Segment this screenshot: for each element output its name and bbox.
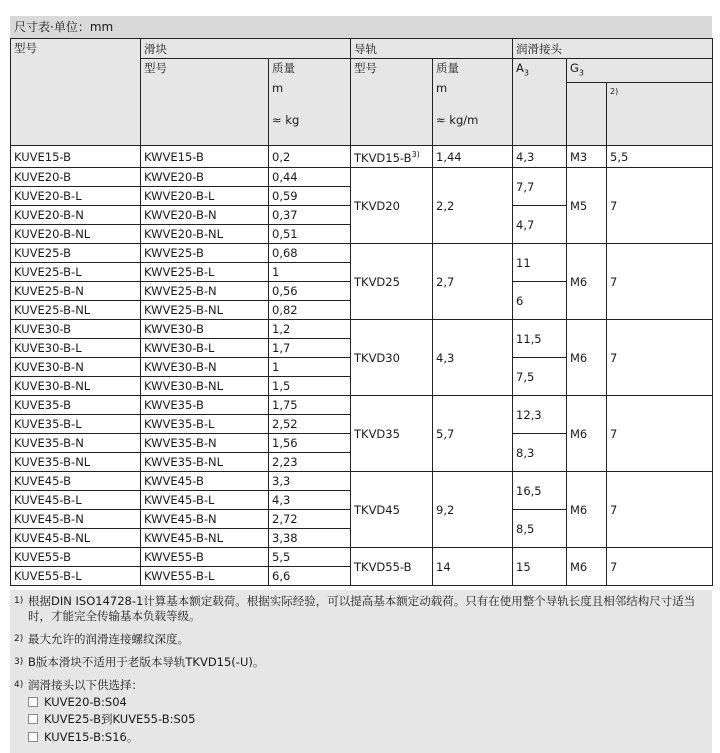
header-rail-model: 型号 xyxy=(351,59,433,146)
cell-block-model: KWVE55-B xyxy=(141,548,269,567)
cell-block-mass: 2,23 xyxy=(269,453,351,472)
cell-block-mass: 0,51 xyxy=(269,225,351,244)
cell-block-mass: 1,75 xyxy=(269,396,351,415)
lube-option-text: KUVE20-B:S04 xyxy=(44,695,127,710)
cell-block-mass: 0,68 xyxy=(269,244,351,263)
cell-block-model: KWVE20-B-NL xyxy=(141,225,269,244)
cell-block-model: KWVE30-B-N xyxy=(141,358,269,377)
header-block-model: 型号 xyxy=(141,59,269,146)
lube-option-text: KUVE25-B到KUVE55-B:S05 xyxy=(44,712,196,727)
cell-model: KUVE25-B-NL xyxy=(11,301,141,320)
cell-block-model: KWVE35-B-N xyxy=(141,434,269,453)
cell-block-mass: 6,6 xyxy=(269,567,351,586)
cell-model: KUVE20-B-N xyxy=(11,206,141,225)
cell-model: KUVE45-B-L xyxy=(11,491,141,510)
table-row xyxy=(11,548,713,567)
cell-rail-model: TKVD20 xyxy=(351,168,433,244)
cell-model: KUVE55-B-L xyxy=(11,567,141,586)
cell-rail-mass: 4,3 xyxy=(433,320,513,396)
cell-block-model: KWVE35-B-L xyxy=(141,415,269,434)
cell-block-mass: 5,5 xyxy=(269,548,351,567)
cell-block-model: KWVE45-B-NL xyxy=(141,529,269,548)
cell-a3: 16,5 xyxy=(513,472,567,510)
cell-block-model: KWVE45-B xyxy=(141,472,269,491)
cell-a3: 4,7 xyxy=(513,206,567,244)
header-g3-thread xyxy=(567,83,607,146)
table-row xyxy=(11,244,713,263)
cell-rail-mass: 2,7 xyxy=(433,244,513,320)
cell-block-mass: 0,59 xyxy=(269,187,351,206)
cell-model: KUVE25-B-N xyxy=(11,282,141,301)
header-a3: $A_3$ xyxy=(513,59,567,146)
cell-block-model: KWVE25-B xyxy=(141,244,269,263)
cell-block-mass: 3,38 xyxy=(269,529,351,548)
cell-model: KUVE35-B-NL xyxy=(11,453,141,472)
table-body xyxy=(11,146,713,586)
square-bullet-icon xyxy=(28,732,38,742)
cell-model: KUVE30-B-N xyxy=(11,358,141,377)
cell-a3: 11 xyxy=(513,244,567,282)
footnote-mark: 1) xyxy=(14,596,24,607)
cell-rail-model: TKVD35 xyxy=(351,396,433,472)
cell-block-model: KWVE20-B-N xyxy=(141,206,269,225)
lube-option xyxy=(28,711,708,727)
cell-block-mass: 2,52 xyxy=(269,415,351,434)
cell-rail-mass: 1,44 xyxy=(433,146,513,168)
cell-g3-depth: 7 xyxy=(607,168,713,244)
table-row xyxy=(11,168,713,187)
header-g3: $G_3$ xyxy=(567,59,713,83)
cell-block-model: KWVE45-B-L xyxy=(141,491,269,510)
footnote-mark: 2) xyxy=(14,634,24,645)
footnote xyxy=(14,655,708,670)
cell-model: KUVE45-B xyxy=(11,472,141,491)
cell-g3-thread: M3 xyxy=(567,146,607,168)
cell-g3-depth: 7 xyxy=(607,472,713,548)
cell-model: KUVE20-B xyxy=(11,168,141,187)
cell-model: KUVE30-B-NL xyxy=(11,377,141,396)
footnote-text: 根据DIN ISO14728-1计算基本额定载荷。根据实际经验，可以提高基本额定动载荷。只有在使用整个导轨长度且相邻结构尺寸适当时，才能完全传输基本负载等级。 xyxy=(28,594,696,624)
cell-g3-thread: M6 xyxy=(567,548,607,586)
cell-g3-depth: 7 xyxy=(607,244,713,320)
footnote-mark: 4) xyxy=(14,680,24,691)
cell-a3: 12,3 xyxy=(513,396,567,434)
lube-option-text: KUVE15-B:S16。 xyxy=(44,730,139,745)
cell-block-mass: 0,37 xyxy=(269,206,351,225)
dimension-table xyxy=(10,38,713,586)
cell-g3-thread: M5 xyxy=(567,168,607,244)
table-row xyxy=(11,320,713,339)
table-row xyxy=(11,472,713,491)
cell-block-model: KWVE30-B-NL xyxy=(141,377,269,396)
cell-block-mass: 0,56 xyxy=(269,282,351,301)
cell-block-mass: 2,72 xyxy=(269,510,351,529)
cell-model: KUVE20-B-L xyxy=(11,187,141,206)
table-row xyxy=(11,146,713,168)
cell-g3-depth: 7 xyxy=(607,320,713,396)
cell-block-mass: 0,2 xyxy=(269,146,351,168)
cell-block-model: KWVE20-B-L xyxy=(141,187,269,206)
cell-model: KUVE35-B xyxy=(11,396,141,415)
cell-g3-thread: M6 xyxy=(567,396,607,472)
cell-a3: 11,5 xyxy=(513,320,567,358)
cell-rail-mass: 5,7 xyxy=(433,396,513,472)
header-lube: 润滑接头 xyxy=(513,39,713,59)
square-bullet-icon xyxy=(28,697,38,707)
cell-rail-mass: 9,2 xyxy=(433,472,513,548)
cell-rail-model: TKVD30 xyxy=(351,320,433,396)
cell-block-mass: 0,82 xyxy=(269,301,351,320)
footnote xyxy=(14,678,708,693)
cell-model: KUVE35-B-L xyxy=(11,415,141,434)
footnote-text: 最大允许的润滑连接螺纹深度。 xyxy=(28,632,189,647)
cell-g3-depth: 7 xyxy=(607,548,713,586)
cell-model: KUVE35-B-N xyxy=(11,434,141,453)
table-caption: 尺寸表·单位：mm xyxy=(10,16,712,38)
footnote xyxy=(14,632,708,647)
cell-g3-depth: 7 xyxy=(607,396,713,472)
cell-block-mass: 4,3 xyxy=(269,491,351,510)
cell-model: KUVE55-B xyxy=(11,548,141,567)
cell-block-model: KWVE30-B xyxy=(141,320,269,339)
footnote-text: B版本滑块不适用于老版本导轨TKVD15(-U)。 xyxy=(28,655,265,670)
cell-rail-model: TKVD25 xyxy=(351,244,433,320)
cell-model: KUVE25-B-L xyxy=(11,263,141,282)
header-rail-mass: 质量 m ≈ kg/m xyxy=(433,59,513,146)
header-rail: 导轨 xyxy=(351,39,513,59)
cell-g3-thread: M6 xyxy=(567,244,607,320)
cell-model: KUVE25-B xyxy=(11,244,141,263)
cell-model: KUVE20-B-NL xyxy=(11,225,141,244)
cell-a3: 7,7 xyxy=(513,168,567,206)
cell-g3-thread: M6 xyxy=(567,472,607,548)
footnote-text: 润滑接头以下供选择： xyxy=(28,678,143,693)
cell-block-mass: 1,2 xyxy=(269,320,351,339)
cell-block-model: KWVE25-B-N xyxy=(141,282,269,301)
cell-rail-model: TKVD55-B xyxy=(351,548,433,586)
cell-g3-depth: 5,5 xyxy=(607,146,713,168)
footnotes xyxy=(10,590,712,753)
cell-block-model: KWVE45-B-N xyxy=(141,510,269,529)
cell-block-mass: 1,5 xyxy=(269,377,351,396)
cell-block-mass: 0,44 xyxy=(269,168,351,187)
cell-rail-model: $TKVD15-B^{3)}$ xyxy=(351,146,433,168)
cell-block-mass: 1 xyxy=(269,263,351,282)
dimension-table-page xyxy=(10,16,712,753)
lube-option xyxy=(28,729,708,745)
cell-model: KUVE30-B xyxy=(11,320,141,339)
cell-block-model: KWVE35-B xyxy=(141,396,269,415)
cell-a3: 6 xyxy=(513,282,567,320)
cell-a3: 7,5 xyxy=(513,358,567,396)
cell-rail-mass: 14 xyxy=(433,548,513,586)
footnote xyxy=(14,594,708,624)
header-block: 滑块 xyxy=(141,39,351,59)
header-model: 型号 xyxy=(11,39,141,146)
table-row xyxy=(11,396,713,415)
cell-block-model: KWVE35-B-NL xyxy=(141,453,269,472)
cell-block-model: KWVE30-B-L xyxy=(141,339,269,358)
lube-option xyxy=(28,695,708,709)
cell-rail-model: TKVD45 xyxy=(351,472,433,548)
cell-block-mass: 3,3 xyxy=(269,472,351,491)
cell-block-model: KWVE15-B xyxy=(141,146,269,168)
cell-block-mass: 1 xyxy=(269,358,351,377)
cell-g3-thread: M6 xyxy=(567,320,607,396)
cell-a3: 8,5 xyxy=(513,510,567,548)
cell-block-model: KWVE25-B-L xyxy=(141,263,269,282)
cell-model: KUVE30-B-L xyxy=(11,339,141,358)
cell-a3: 4,3 xyxy=(513,146,567,168)
cell-block-model: KWVE25-B-NL xyxy=(141,301,269,320)
cell-a3: 8,3 xyxy=(513,434,567,472)
square-bullet-icon xyxy=(28,714,38,724)
header-g3-depth: 2) xyxy=(607,83,713,146)
cell-model: KUVE45-B-N xyxy=(11,510,141,529)
cell-model: KUVE15-B xyxy=(11,146,141,168)
footnote-mark: 3) xyxy=(14,657,24,668)
cell-model: KUVE45-B-NL xyxy=(11,529,141,548)
cell-rail-mass: 2,2 xyxy=(433,168,513,244)
cell-block-mass: 1,7 xyxy=(269,339,351,358)
cell-block-model: KWVE20-B xyxy=(141,168,269,187)
header-block-mass: 质量 m ≈ kg xyxy=(269,59,351,146)
cell-a3: 15 xyxy=(513,548,567,586)
cell-block-mass: 1,56 xyxy=(269,434,351,453)
cell-block-model: KWVE55-B-L xyxy=(141,567,269,586)
